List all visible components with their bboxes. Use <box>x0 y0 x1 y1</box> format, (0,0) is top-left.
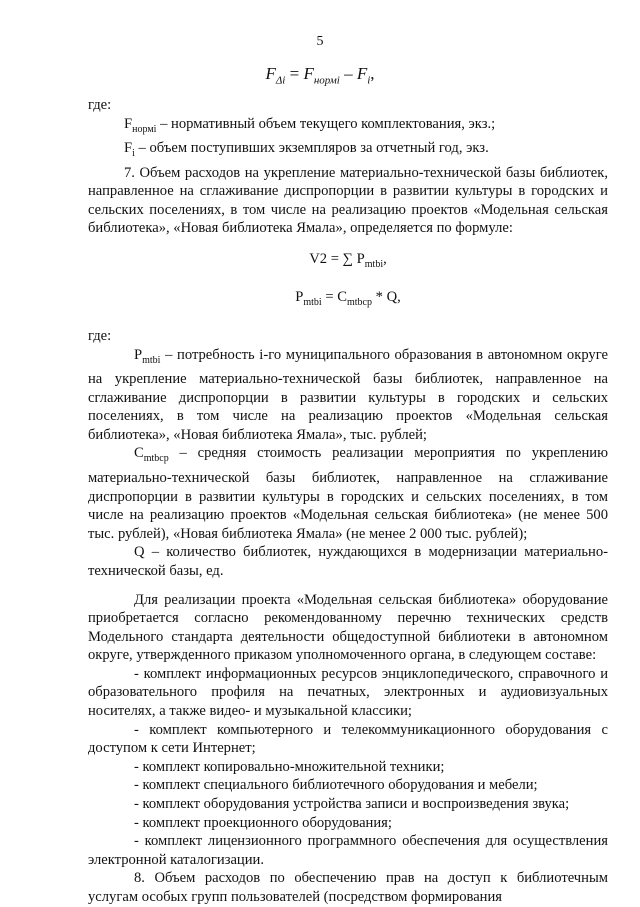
symbol: F <box>124 140 133 157</box>
definition-text: – средняя стоимость реализации мероприятия по укреплению материально-технической базы библиотек, направленное на сглаживание диспропорции в развитии культуры в городских и сельских поселениях, в том числе на реализацию проектов «Модельная сельская библиотека» (не менее 500 тыс. рублей), «Новая библиотека Ямала» (не менее 2 000 тыс. рублей); <box>88 445 608 542</box>
definition-cmtbcp <box>88 444 608 543</box>
formula-subscript: i <box>367 74 371 87</box>
list-item: - комплект компьютерного и телекоммуникационного оборудования с доступом к сети Интернет; <box>88 721 608 757</box>
formula-subscript: mtbi <box>303 297 322 309</box>
document-body <box>88 96 608 907</box>
subscript: нормi <box>132 123 157 135</box>
subscript: i <box>132 148 135 159</box>
paragraph-item-7: 7. Объем расходов на укрепление материально-технической базы библиотек, направленное на сглаживание диспропорции в развитии культуры в городских и сельских поселениях, в том числе на реализацию проектов «Модельная сельская библиотека», «Новая библиотека Ямала», определяется по формуле: <box>88 164 608 237</box>
formula-text: = C <box>321 289 347 306</box>
formula-symbol: F <box>265 64 276 83</box>
list-item: - комплект проекционного оборудования; <box>134 814 392 831</box>
formula-subscript: mtbi <box>364 258 384 270</box>
formula-operator: – <box>339 64 357 83</box>
symbol: P <box>134 346 143 363</box>
list-item: - комплект лицензионного программного обеспечения для осуществления электронной каталогизации. <box>88 833 608 868</box>
definition-fi <box>88 139 608 164</box>
list-item: - комплект специального библиотечного оборудования и мебели; <box>134 777 538 794</box>
definition-q: Q – количество библиотек, нуждающихся в модернизации материально-технической базы, ед. <box>88 544 608 579</box>
list-item: - комплект копировально-множительной техники; <box>134 758 445 775</box>
symbol: F <box>124 115 133 132</box>
paragraph-model-library: Для реализации проекта «Модельная сельская библиотека» оборудование приобретается согласно рекомендованному перечню технических средств Модельного стандарта деятельности общедоступной библиотеки в автономном округе, утвержденного приказом уполномоченного органа, в следующем составе: <box>88 591 608 664</box>
definition-text: – потребность i-го муниципального образования в автономном округе на укрепление материально-технической базы библиотек, направленное на сглаживание диспропорции в развитии культуры в городских и сельских поселениях, в том числе на реализацию проектов «Модельная сельская библиотека», «Новая библиотека Ямала», тыс. рублей; <box>88 346 608 443</box>
formula-subscript: Δi <box>275 74 286 87</box>
formula-symbol: F <box>303 64 314 83</box>
formula-punct: , <box>383 250 387 267</box>
formula-text: * Q, <box>371 289 401 306</box>
definition-fnorm <box>88 115 608 140</box>
subscript: mtbcp <box>143 453 169 465</box>
formula-text: V2 = ∑ P <box>309 250 365 267</box>
paragraph-item-8: 8. Объем расходов по обеспечению прав на доступ к библиотечным услугам особых групп пользователей (посредством формирования <box>88 870 608 905</box>
where-label: где: <box>88 97 112 113</box>
formula-deficit <box>0 64 640 86</box>
formula-subscript: mtbcp <box>346 297 372 309</box>
formula-operator: = <box>285 64 304 83</box>
where-label: где: <box>88 327 112 344</box>
definition-text: – нормативный объем текущего комплектования, экз.; <box>156 115 496 132</box>
list-item: - комплект информационных ресурсов энциклопедического, справочного и образовательного профиля на печатных, электронных и аудиовизуальных носителях, а также видео- и музыкальной классики; <box>88 665 608 720</box>
formula-subscript: нормi <box>313 74 340 87</box>
list-item: - комплект оборудования устройства записи и воспроизведения звука; <box>134 796 570 813</box>
formula-symbol: F <box>356 64 368 83</box>
formula-pmtbi <box>88 288 608 313</box>
subscript: mtbi <box>142 354 161 366</box>
formula-punct: , <box>370 64 375 83</box>
page-number: 5 <box>316 34 324 49</box>
formula-v2 <box>88 250 608 275</box>
definition-text: – объем поступивших экземпляров за отчетный год, экз. <box>134 140 489 157</box>
symbol: C <box>134 445 144 462</box>
formula-symbol: P <box>295 289 304 306</box>
definition-pmtbi <box>88 346 608 445</box>
